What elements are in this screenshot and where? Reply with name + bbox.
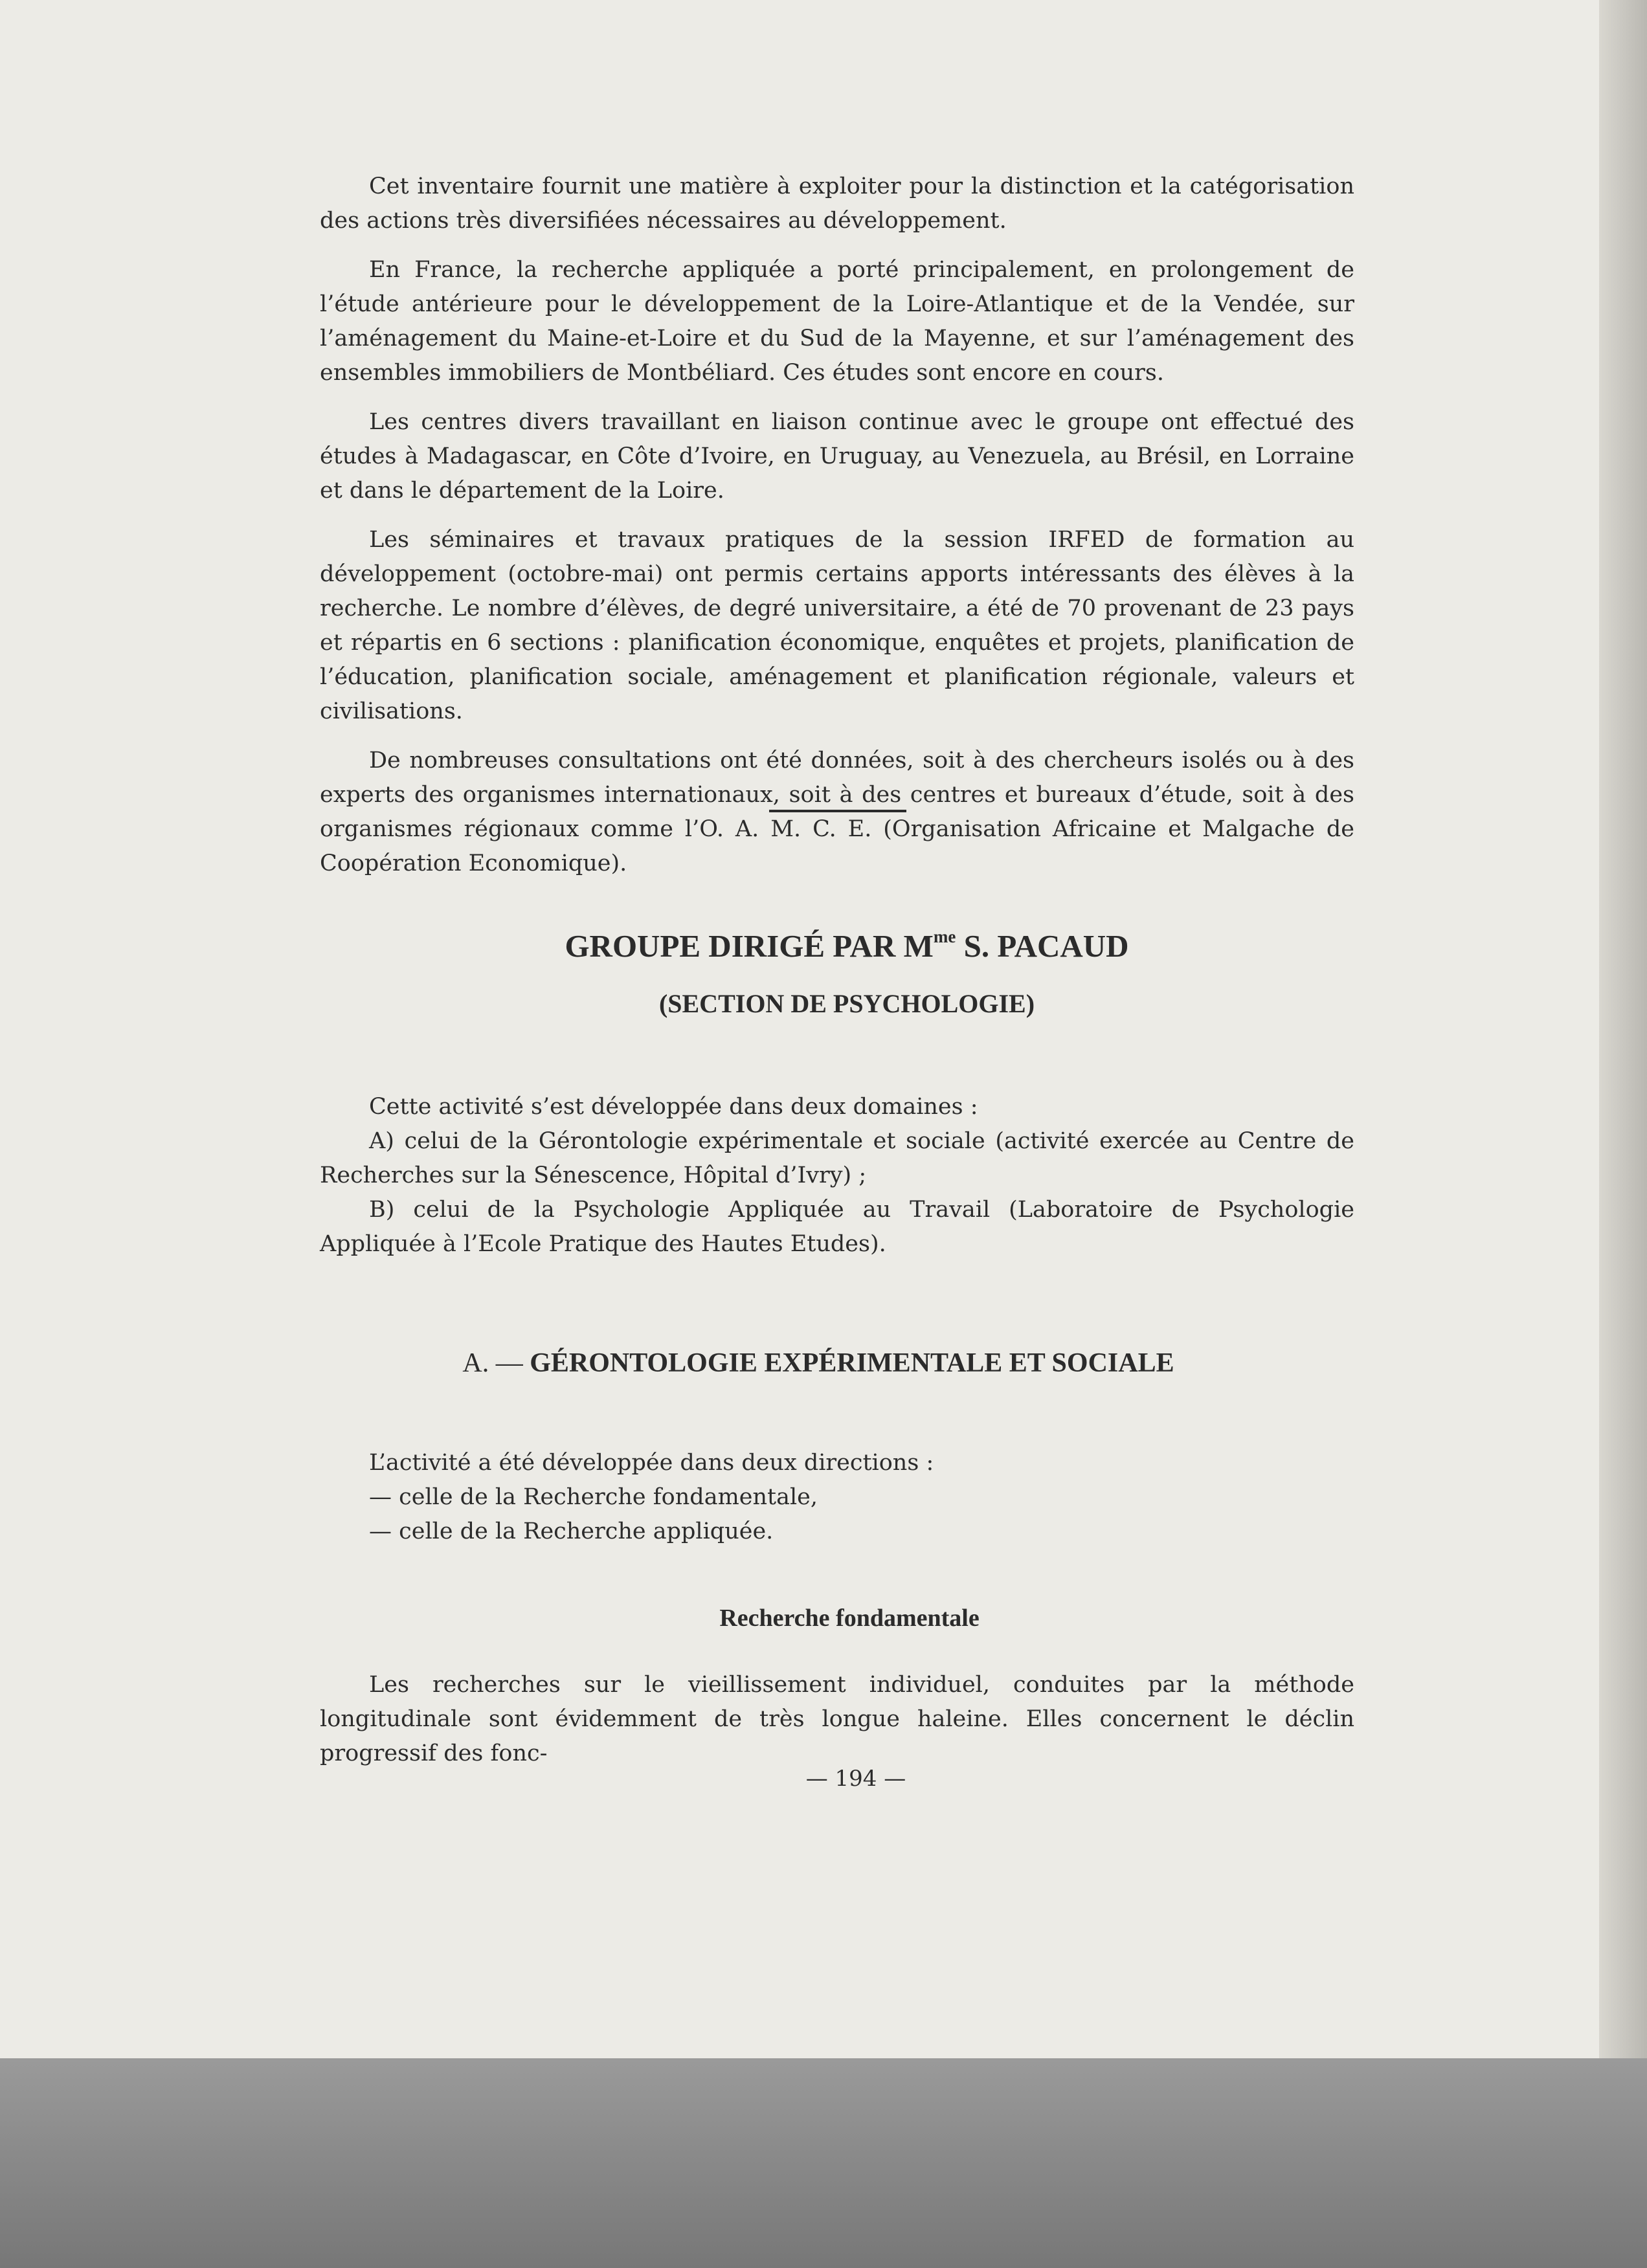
paragraph-france: En France, la recherche appliquée a porté principalement, en prolongement de l’étude antérieure pour le développement de la Loire-Atlantique et de la Vendée, sur l’aménagement du Maine-et-Loire et du Sud de la Mayenne, et sur l’aménagement des ensembles immobiliers de Montbéliard. Ces études sont encore en cours. (320, 257, 1354, 386)
text-block-domains (320, 1090, 1354, 1262)
group-heading (23, 927, 1647, 964)
group-heading-before: GROUPE DIRIGÉ PAR M (565, 928, 934, 964)
scanner-background (0, 2058, 1647, 2268)
paragraph-consultations: De nombreuses consultations ont été données, soit à des chercheurs isolés ou à des experts des organismes internationaux, soit à des centres et bureaux d’étude, soit à des organismes régionaux comme l’O. A. M. C. E. (Organisation Africaine et Malgache de Coopération Economique). (320, 748, 1354, 876)
section-subheading: (SECTION DE PSYCHOLOGIE) (658, 989, 1035, 1018)
recherche-fondamentale-heading: Recherche fondamentale (719, 1605, 980, 1632)
page-number: — 194 — (805, 1766, 906, 1792)
paragraph-seminaires: Les séminaires et travaux pratiques de la session IRFED de formation au développement (octobre-mai) ont permis certains apports intéressants des élèves à la recherche. Le nombre d’élèves, de degré universitaire, a été de 70 provenant de 23 pays et répartis en 6 sections : planification économique, enquêtes et projets, planification de l’éducation, planification sociale, aménagement et planification régionale, valeurs et civilisations. (320, 527, 1354, 724)
text-block-directions (320, 1446, 1354, 1549)
paragraph-centres: Les centres divers travaillant en liaison continue avec le groupe ont effectué des études à Madagascar, en Côte d’Ivoire, en Uruguay, au Venezuela, au Brésil, en Lorraine et dans le département de la Loire. (320, 409, 1354, 504)
domain-b: B) celui de la Psychologie Appliquée au Travail (Laboratoire de Psychologie Appliquée à l’Ecole Pratique des Hautes Etudes). (320, 1197, 1354, 1257)
directions-intro: L’activité a été développée dans deux directions : (369, 1450, 934, 1476)
paragraph-inventory: Cet inventaire fournit une matière à exploiter pour la distinction et la catégorisation des actions très diversifiées nécessaires au développement. (320, 173, 1354, 234)
text-block-top (320, 170, 1354, 896)
section-a-title: GÉRONTOLOGIE EXPÉRIMENTALE ET SOCIALE (530, 1348, 1174, 1378)
domains-intro: Cette activité s’est développée dans deux domaines : (369, 1094, 978, 1120)
section-a-heading (0, 1348, 1642, 1379)
group-heading-sup: me (933, 927, 956, 946)
domain-a: A) celui de la Gérontologie expérimentale et sociale (activité exercée au Centre de Recherches sur la Sénescence, Hôpital d’Ivry) ; (320, 1128, 1354, 1188)
direction-item: — celle de la Recherche fondamentale, (369, 1484, 818, 1510)
section-a-prefix: A. — (462, 1348, 530, 1378)
section-divider (769, 810, 906, 812)
page-edge (1599, 0, 1647, 2058)
direction-item: — celle de la Recherche appliquée. (369, 1518, 774, 1544)
paragraph-closing: Les recherches sur le vieillissement individuel, conduites par la méthode longitudinale sont évidemment de très longue haleine. Elles concernent le déclin progressif des fonc- (320, 1672, 1354, 1766)
group-heading-after: S. PACAUD (956, 928, 1129, 964)
